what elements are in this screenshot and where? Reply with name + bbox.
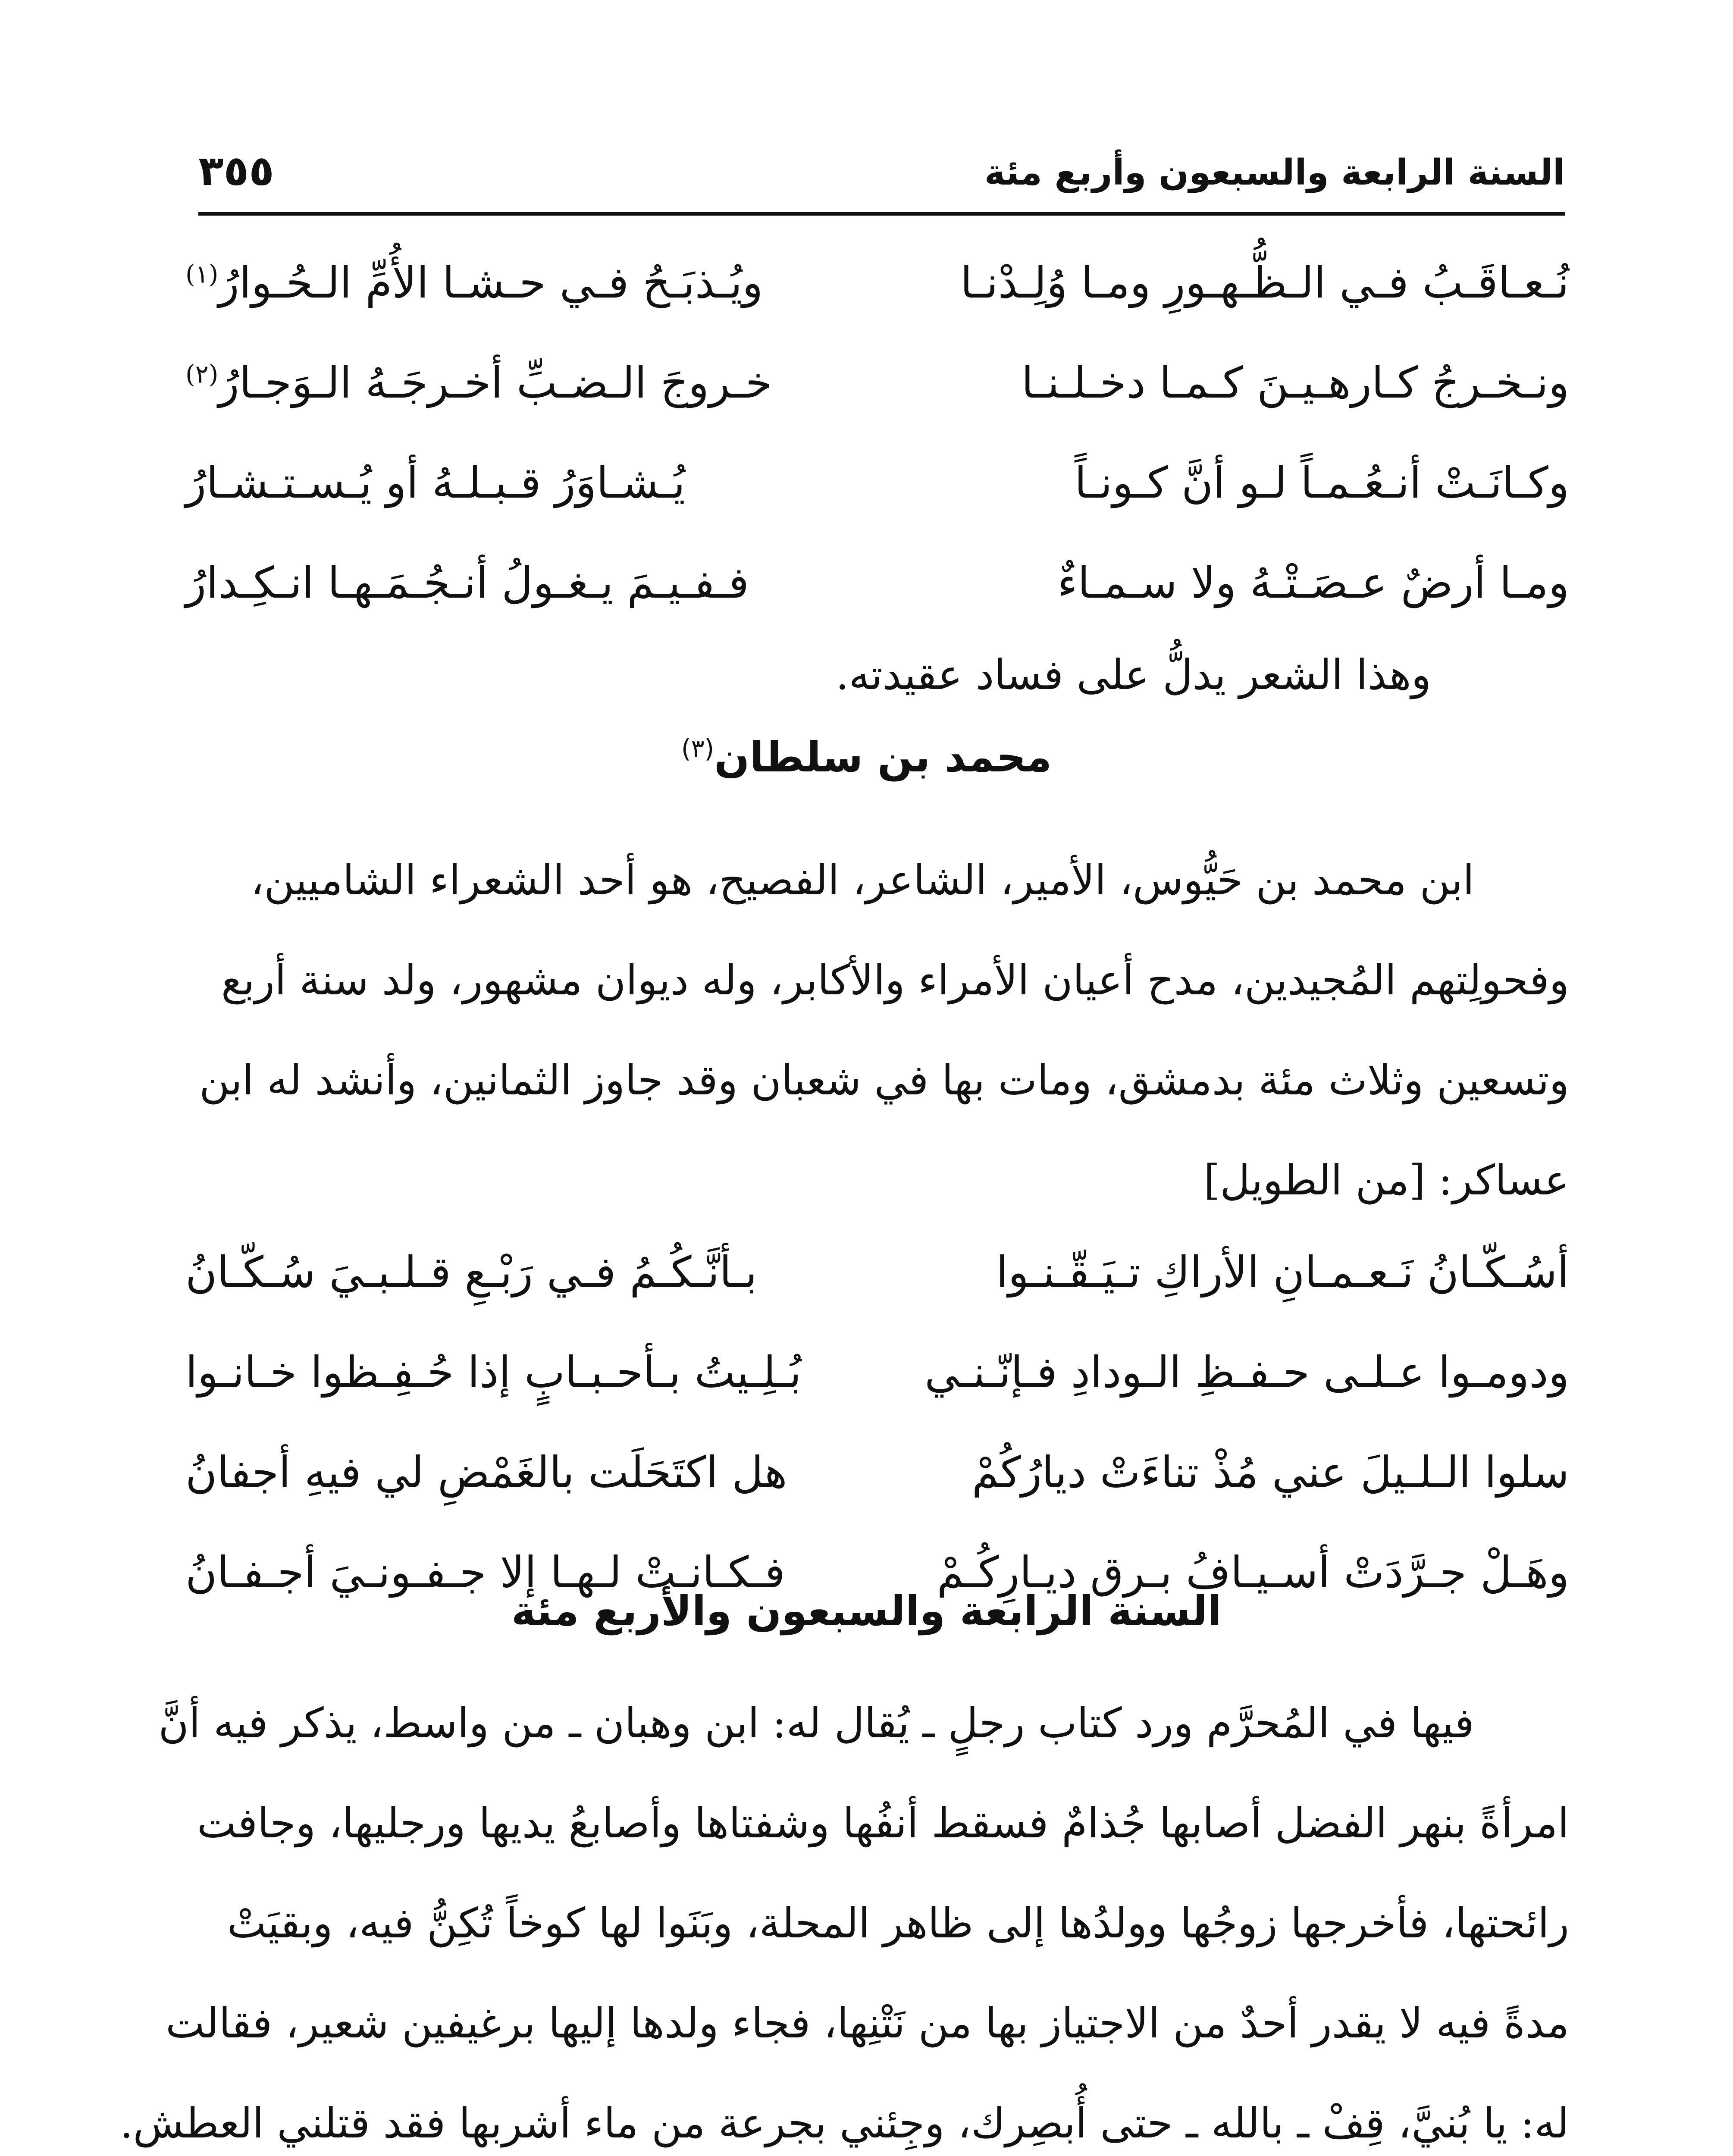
prose-line: وتسعين وثلاث مئة بدمشق، ومات بها في شعبان وقد جاوز الثمانين، وأنشد له ابن [199,1056,1569,1104]
verse-second-hemistich: هل اكتَحَلَت بالغَمْضِ لي فيهِ أجفانُ [185,1447,787,1498]
prose-line: رائحتها، فأخرجها زوجُها وولدُها إلى ظاهر المحلة، وبَنَوا لها كوخاً تُكِنُّ فيه، وبقيَتْ [227,1899,1569,1947]
biography-heading-text: محمد بن سلطان [714,733,1052,781]
closing-note: وهذا الشعر يدلُّ على فساد عقيدته. [836,651,1431,699]
verse-first-hemistich: ومـا أرضٌ عـصَـتْـهُ ولا سـمـاءٌ [1057,558,1569,608]
verse-second-hemistich [185,233,837,333]
running-header [198,129,1565,216]
hemistich-text: ويُـذبَـحُ فـي حـشـا الأُمِّ الـحُـوارُ [218,257,763,308]
biography-heading [164,733,1569,781]
prose-line: امرأةً بنهر الفضل أصابها جُذامٌ فسقط أنفُها وشفتاها وأصابعُ يديها ورجليها، وجافت [197,1799,1569,1847]
verse-first-hemistich: سلوا الـلـيلَ عني مُذْ تناءَتْ ديارُكُمْ [971,1447,1569,1498]
verse-row [185,1222,1569,1322]
footnote-marker: (٢) [185,359,219,389]
verse-row [185,333,1569,433]
verse-row [185,233,1569,333]
verse-second-hemistich [185,333,837,433]
footnote-marker: (١) [185,259,219,289]
verse-second-hemistich: يُـشـاوَرُ قـبـلـهُ أو يُـسـتـشـارُ [185,458,686,508]
running-header-title: السنة الرابعة والسبعون وأربع مئة [984,152,1565,193]
year-text [119,1673,1569,2156]
verse-row [185,433,1569,533]
verse-first-hemistich: وكـانَـتْ أنـعُـمـاً لـو أنَّ كـونـاً [1075,458,1569,508]
prose-line: ابن محمد بن حَيُّوس، الأمير، الشاعر، الفصيح، هو أحد الشعراء الشاميين، [251,856,1474,904]
verse-second-hemistich: بُـلِـيتُ بـأحـبـابٍ إذا حُـفِـظوا خـانـوا [185,1347,802,1398]
verse-second-hemistich: فـفـيـمَ يـغـولُ أنـجُـمَـهـا انـكِـدارُ [185,558,749,608]
biography-text [172,830,1569,1230]
footnote-marker: (٣) [681,734,715,763]
header-rule [198,212,1565,216]
year-heading: السنة الرابعة والسبعون والأربع مئة [511,1587,1222,1635]
verse-first-hemistich: وهَـلْ جـرَّدَتْ أسـيـافُ بـرق ديـارِكُـمْ [937,1547,1569,1598]
verse-first-hemistich: نُـعـاقَـبُ فـي الـظُّـهـورِ ومـا وُلِـدْنـا [960,257,1569,308]
prose-line: وفحولِتهم المُجيدين، مدح أعيان الأمراء والأكابر، وله ديوان مشهور، ولد سنة أربع [221,956,1569,1004]
verse-row [185,1423,1569,1523]
hemistich-text: خـروجَ الـضـبِّ أخـرجَـهُ الـوَجـارُ [218,357,772,408]
verse-row [185,533,1569,633]
prose-line: مدةً فيه لا يقدر أحدٌ من الاجتياز بها من نَتْنِها، فجاء ولدها إليها برغيفين شعير، فقالت [166,1999,1569,2047]
verse-second-hemistich: فـكـانـتْ لـهـا إلا جـفـونـيَ أجـفـانُ [185,1547,785,1598]
verse-first-hemistich: أسُـكّـانُ نَـعـمـانِ الأراكِ تـيَـقّـنـوا [996,1247,1569,1297]
poem-biography [185,1222,1569,1623]
verse-row [185,1322,1569,1423]
prose-line: له: يا بُنيَّ، قِفْ ـ بالله ـ حتى أُبصِرك، وجِئني بجرعة من ماء أشربها فقد قتلني العطش. [119,2099,1569,2147]
prose-line: فيها في المُحرَّم ورد كتاب رجلٍ ـ يُقال له: ابن وهبان ـ من واسط، يذكر فيه أنَّ [158,1699,1474,1747]
prose-line: عساكر: [من الطويل] [1203,1156,1569,1204]
verse-first-hemistich: ودومـوا عـلـى حـفـظِ الـودادِ فـإنّـنـي [924,1347,1569,1398]
page-number: ٣٥٥ [198,147,274,195]
poem-top [185,233,1569,633]
verse-second-hemistich: بـأنَّـكُـمُ فـي رَبْـعِ قـلـبـيَ سُـكّـانُ [185,1247,757,1297]
verse-first-hemistich: ونـخـرجُ كـارهـيـنَ كـمـا دخـلـنـا [1021,357,1569,408]
